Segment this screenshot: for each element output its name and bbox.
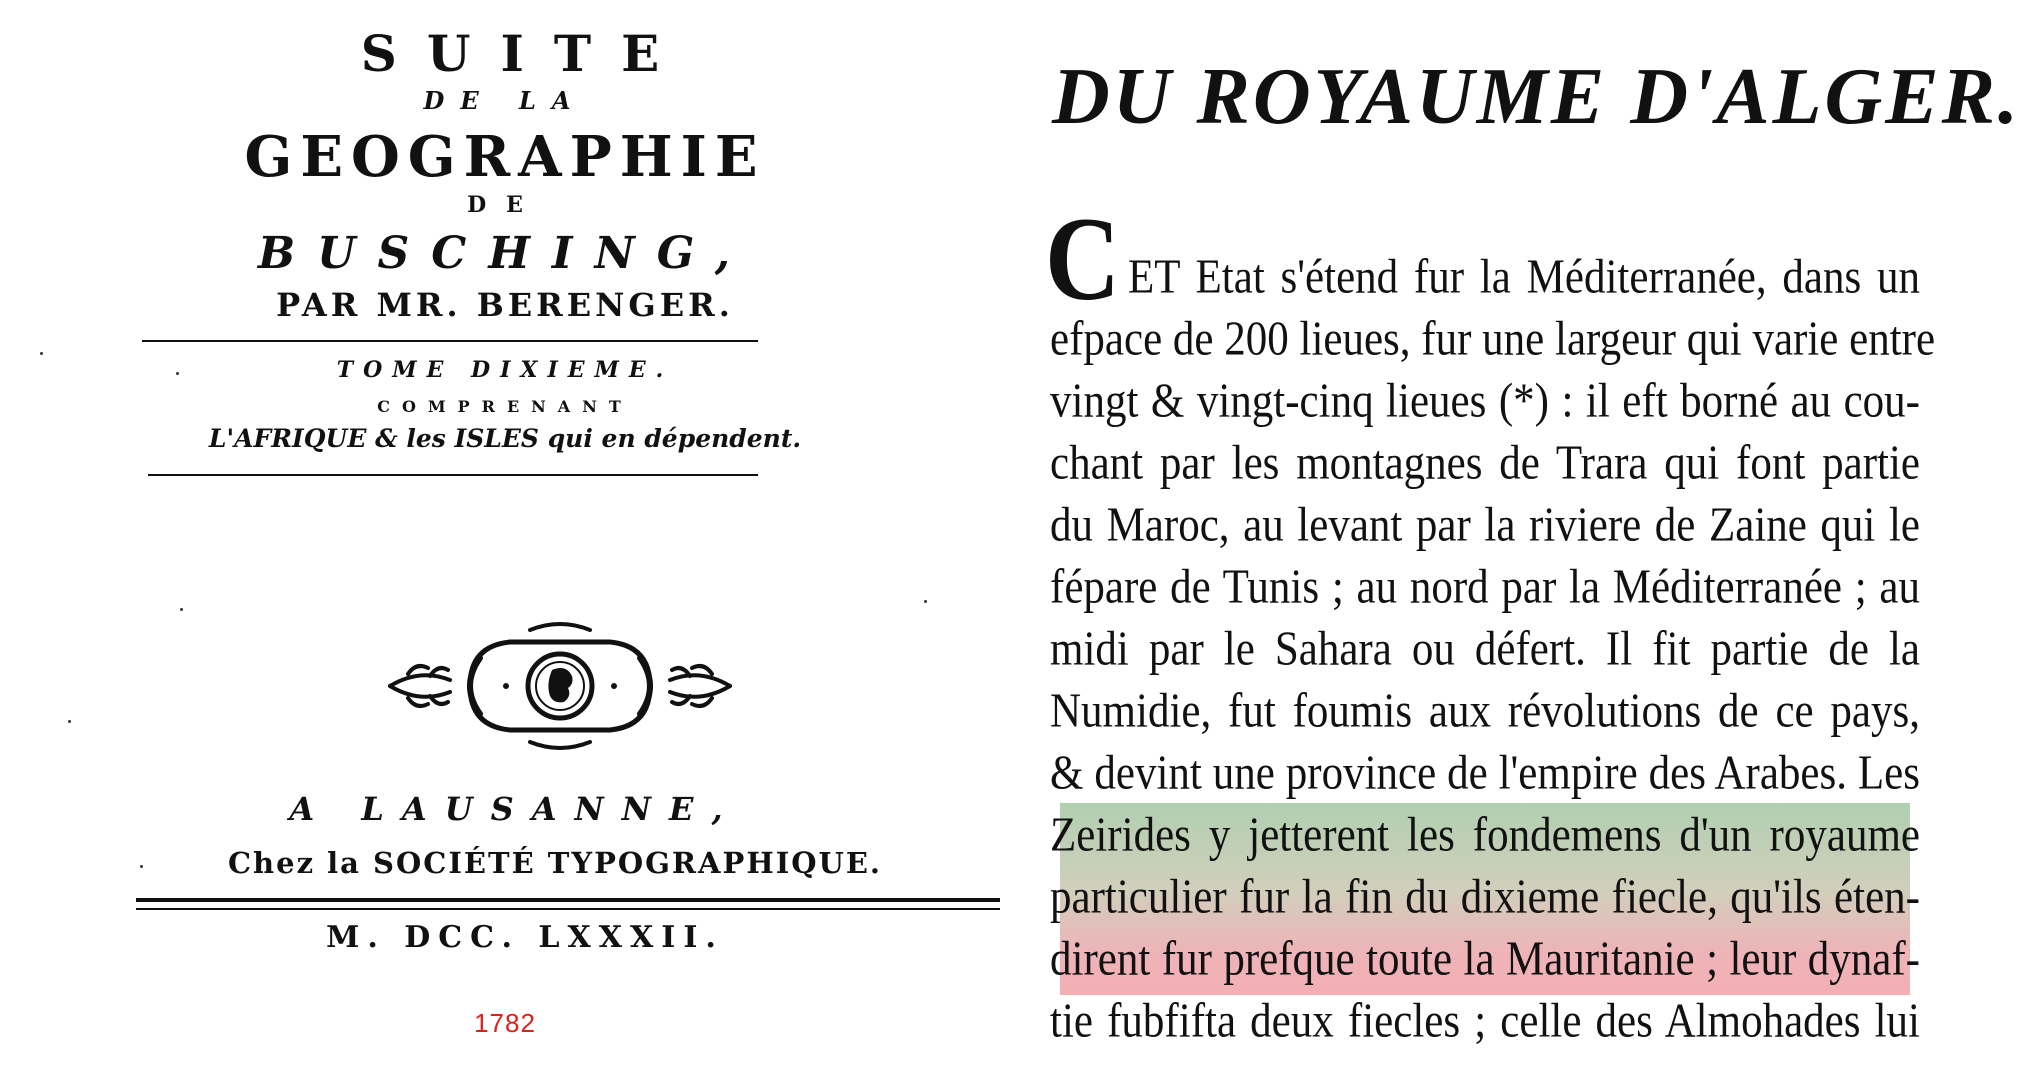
chapter-heading: DU ROYAUME D'ALGER. (1052, 53, 2021, 141)
text-line: chant par les montagnes de Trara qui font partie (1050, 437, 1920, 490)
title-de: DE (467, 192, 543, 218)
text-line: fépare de Tunis ; au nord par la Méditerranée ; au (1050, 561, 1920, 614)
title-date: M. DCC. LXXXII. (326, 920, 724, 955)
year-annotation: 1782 (474, 1008, 536, 1038)
text-line: Numidie, fut foumis aux révolutions de ce pays, (1050, 685, 1920, 738)
title-de-la: DE LA (423, 86, 587, 115)
scan-speck (140, 865, 143, 868)
title-publisher: Chez la SOCIÉTÉ TYPOGRAPHIQUE. (227, 846, 883, 880)
text-line: vingt & vingt-cinq lieues (*) : il eft borné au cou- (1050, 375, 1920, 428)
scan-speck (924, 600, 927, 603)
title-contents: L'AFRIQUE & les ISLES qui en dépendent. (208, 424, 802, 453)
title-geographie: GEOGRAPHIE (244, 124, 766, 190)
text-line: ET Etat s'étend fur la Méditerranée, dans un (1128, 251, 1920, 304)
rule-double-bottom (136, 908, 1000, 910)
title-busching: BUSCHING, (257, 228, 753, 279)
title-page (0, 0, 1010, 1080)
rule-top (142, 340, 758, 342)
text-line: tie fubfifta deux fiecles ; celle des Almohades lui (1050, 995, 1920, 1048)
title-suite: SUITE (360, 24, 690, 83)
text-line: midi par le Sahara ou défert. Il fit partie de la (1050, 623, 1920, 676)
scan-speck (180, 608, 183, 611)
text-page (1040, 0, 2021, 1080)
title-city: A LAUSANNE, (289, 790, 741, 828)
title-tome: TOME DIXIEME. (336, 357, 674, 383)
scan-speck (176, 372, 179, 375)
text-line: particulier fur la fin du dixieme fiecle, qu'ils éten- (1050, 871, 1920, 924)
title-author: PAR MR. BERENGER. (276, 286, 734, 324)
title-comprenant: COMPRENANT (377, 397, 633, 416)
text-line: efpace de 200 lieues, fur une largeur qui varie entre (1050, 313, 1936, 366)
scan-speck (40, 352, 43, 355)
scan-speck (68, 720, 71, 723)
text-line: & devint une province de l'empire des Arabes. Les (1050, 747, 1920, 800)
text-line: Zeirides y jetterent les fondemens d'un royaume (1050, 809, 1920, 862)
text-line: dirent fur prefque toute la Mauritanie ; leur dynaf- (1050, 933, 1920, 986)
rule-double-top (136, 898, 1000, 902)
text-line: du Maroc, au levant par la riviere de Zaine qui le (1050, 499, 1920, 552)
printers-ornament (380, 618, 740, 754)
drop-cap: C (1045, 193, 1121, 326)
rule-middle (148, 474, 758, 476)
